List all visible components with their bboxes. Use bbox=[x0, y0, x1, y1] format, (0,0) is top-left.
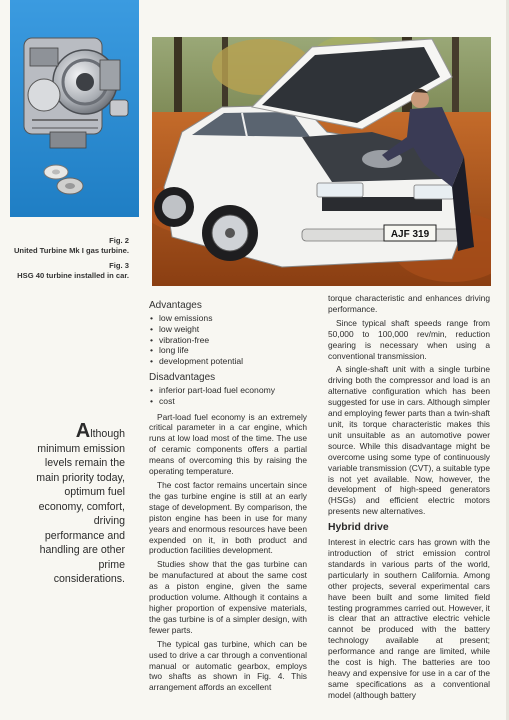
fig2-label: Fig. 2 bbox=[109, 236, 129, 245]
fig3-label: Fig. 3 bbox=[109, 261, 129, 270]
paragraph: Part-load fuel economy is an extremely critical parameter in a car engine, which runs at low load most of the time. The use of ceramic components offers a partial means of overcoming this by raising the operating temperature. bbox=[149, 411, 307, 477]
pull-quote bbox=[33, 420, 125, 587]
turbine-photo bbox=[10, 0, 139, 217]
advantages-list bbox=[149, 313, 307, 367]
disadvantages-heading: Disadvantages bbox=[149, 371, 216, 383]
fig2-caption: United Turbine Mk I gas turbine. bbox=[13, 246, 129, 255]
list-item: • low emissions bbox=[149, 313, 307, 324]
list-item: • long life bbox=[149, 345, 307, 356]
disadvantages-list bbox=[149, 385, 307, 407]
paragraph: Since typical shaft speeds range from 50,000 to 100,000 rev/min, reduction gearing is necessary when using a conventional transmission. bbox=[328, 317, 490, 361]
list-item: • low weight bbox=[149, 324, 307, 335]
fig3-caption: HSG 40 turbine installed in car. bbox=[17, 271, 129, 280]
license-plate: AJF 319 bbox=[390, 229, 430, 240]
paragraph: torque characteristic and enhances driving performance. bbox=[328, 293, 490, 314]
list-item: • development potential bbox=[149, 356, 307, 367]
paragraph: Studies show that the gas turbine can be manufactured at about the same cost as a piston engine, given the same production volume. Although it contains a higher proportion of expensive materials, the gas turbine is of a simpler design, with fewer parts. bbox=[149, 559, 307, 635]
paragraph: The typical gas turbine, which can be used to drive a car through a conventional manual or automatic gearbox, employs two shafts as shown in Fig. 4. This arrangement affords an excellent bbox=[149, 638, 307, 693]
figure-captions bbox=[10, 236, 129, 286]
list-item: • inferior part-load fuel economy bbox=[149, 385, 307, 396]
list-item: • cost bbox=[149, 396, 307, 407]
advantages-heading: Advantages bbox=[149, 300, 202, 311]
paragraph: A single-shaft unit with a single turbine driving both the compressor and load is an alternative configuration which has been suggested for use in cars. Although simpler and employing fewer parts than a twin-shaft unit, its torque characteristic makes this unit unsuitable as an automotive power source. While this disadvantage might be overcome using some type of continuously variable transmission (CVT), a suitable type is not yet available. Now, however, the development of high-speed generators (HSGs) and efficient electric motors presents new alternatives. bbox=[328, 364, 491, 517]
paragraph: The cost factor remains uncertain since the gas turbine engine is still at an early stage of development. By comparison, the piston engine has been in use for many years and enormous resources have been expended on it, in both product and production facilities development. bbox=[149, 480, 307, 556]
paragraph: Interest in electric cars has grown with the introduction of strict emission control standards in various parts of the world, particularly in southern California. Among other projects, several experimental cars have been built and some limited field testing programmes carried out. However, it is clear that an attractive electric vehicle cannot be produced with the battery technology available at present; performance and range are limited, while the cost is high. The batteries are too heavy and expensive for use in a car of the same specifications as a conventional model (although battery bbox=[328, 537, 490, 700]
text-column-1 bbox=[149, 300, 307, 696]
hybrid-drive-heading: Hybrid drive bbox=[328, 522, 389, 534]
car-photo bbox=[152, 37, 491, 286]
pull-quote-dropcap: A bbox=[75, 420, 91, 442]
list-item: • vibration-free bbox=[149, 335, 307, 346]
pull-quote-text: lthough minimum emission levels remain the main priority today, optimum fuel economy, comfort, driving performance and handling are other prime considerations. bbox=[36, 428, 125, 585]
text-column-2 bbox=[328, 293, 490, 704]
